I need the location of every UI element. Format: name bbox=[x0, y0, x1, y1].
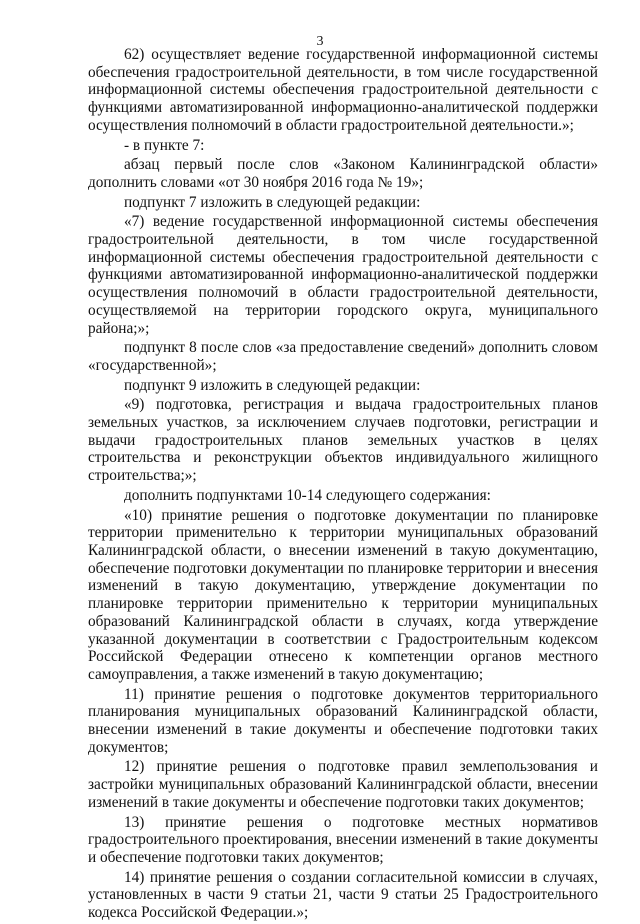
paragraph-in-point-7: - в пункте 7: bbox=[124, 136, 205, 154]
paragraph-subpoint-14: 14) принятие решения о создании согласительной комиссии в случаях, установленных в части 9 статьи 21, части 9 статьи 25 Градостроительного кодекса Российской Федерации.»; bbox=[88, 868, 598, 922]
paragraph-62-ending: 62) осуществляет ведение государственной информационной системы обеспечения градостроительной деятельности, в том числе государственной информационной системы обеспечения градостроительной деятельности с функциями автоматизированной информационно-аналитической поддержки осуществления полномочий в области градостроительной деятельности.»; bbox=[88, 46, 598, 134]
paragraph-subpoint-7-intro: подпункт 7 изложить в следующей редакции: bbox=[124, 193, 421, 211]
document-body bbox=[88, 46, 598, 924]
paragraph-subpoint-7-text: «7) ведение государственной информационной системы обеспечения градостроительной деятельности, в том числе государственной информационной системы обеспечения градостроительной деятельности с функциями автоматизированной информационно-аналитической поддержки осуществления полномочий в области градостроительной деятельности, осуществляемой на территории городского округа, муниципального района;»; bbox=[88, 213, 598, 337]
paragraph-subpoint-8: подпункт 8 после слов «за предоставление сведений» дополнить словом «государственной»; bbox=[88, 339, 598, 374]
paragraph-subpoint-9-text: «9) подготовка, регистрация и выдача градостроительных планов земельных участков, за исключением случаев подготовки, регистрации и выдачи градостроительных планов земельных участков в целях строительства и реконструкции объектов индивидуального жилищного строительства;»; bbox=[88, 396, 598, 485]
paragraph-subpoint-11: 11) принятие решения о подготовке документов территориального планирования муниципальных образований Калининградской области, внесении изменений в такие документы и обеспечение подготовки таких документов; bbox=[88, 685, 598, 756]
page-number: 3 bbox=[316, 34, 324, 49]
paragraph-subpoint-10: «10) принятие решения о подготовке документации по планировке территории применительно к территории муниципальных образований Калининградской области, о внесении изменений в такую документацию, обеспечение подготовки документации по планировке территории и внесения изменений в такую документацию, утверждение документации по планировке территории применительно к территории муниципальных образований Калининградской области в случаях, когда утверждение указанной документации в соответствии с Градостроительным кодексом Российской Федерации отнесено к компетенции органов местного самоуправления, а также изменений в такую документацию; bbox=[88, 506, 598, 683]
paragraph-first-abzac: абзац первый после слов «Законом Калининградской области» дополнить словами «от 30 ноября 2016 года № 19»; bbox=[88, 156, 598, 191]
paragraph-subpoint-13: 13) принятие решения о подготовке местных нормативов градостроительного проектирования, внесении изменений в такие документы и обеспечение подготовки таких документов; bbox=[88, 813, 598, 866]
paragraph-subpoint-9-intro: подпункт 9 изложить в следующей редакции: bbox=[124, 376, 421, 394]
paragraph-add-10-14: дополнить подпунктами 10-14 следующего содержания: bbox=[124, 486, 491, 504]
paragraph-subpoint-12: 12) принятие решения о подготовке правил землепользования и застройки муниципальных образований Калининградской области, внесении изменений в такие документы и обеспечение подготовки таких документов; bbox=[88, 758, 598, 811]
